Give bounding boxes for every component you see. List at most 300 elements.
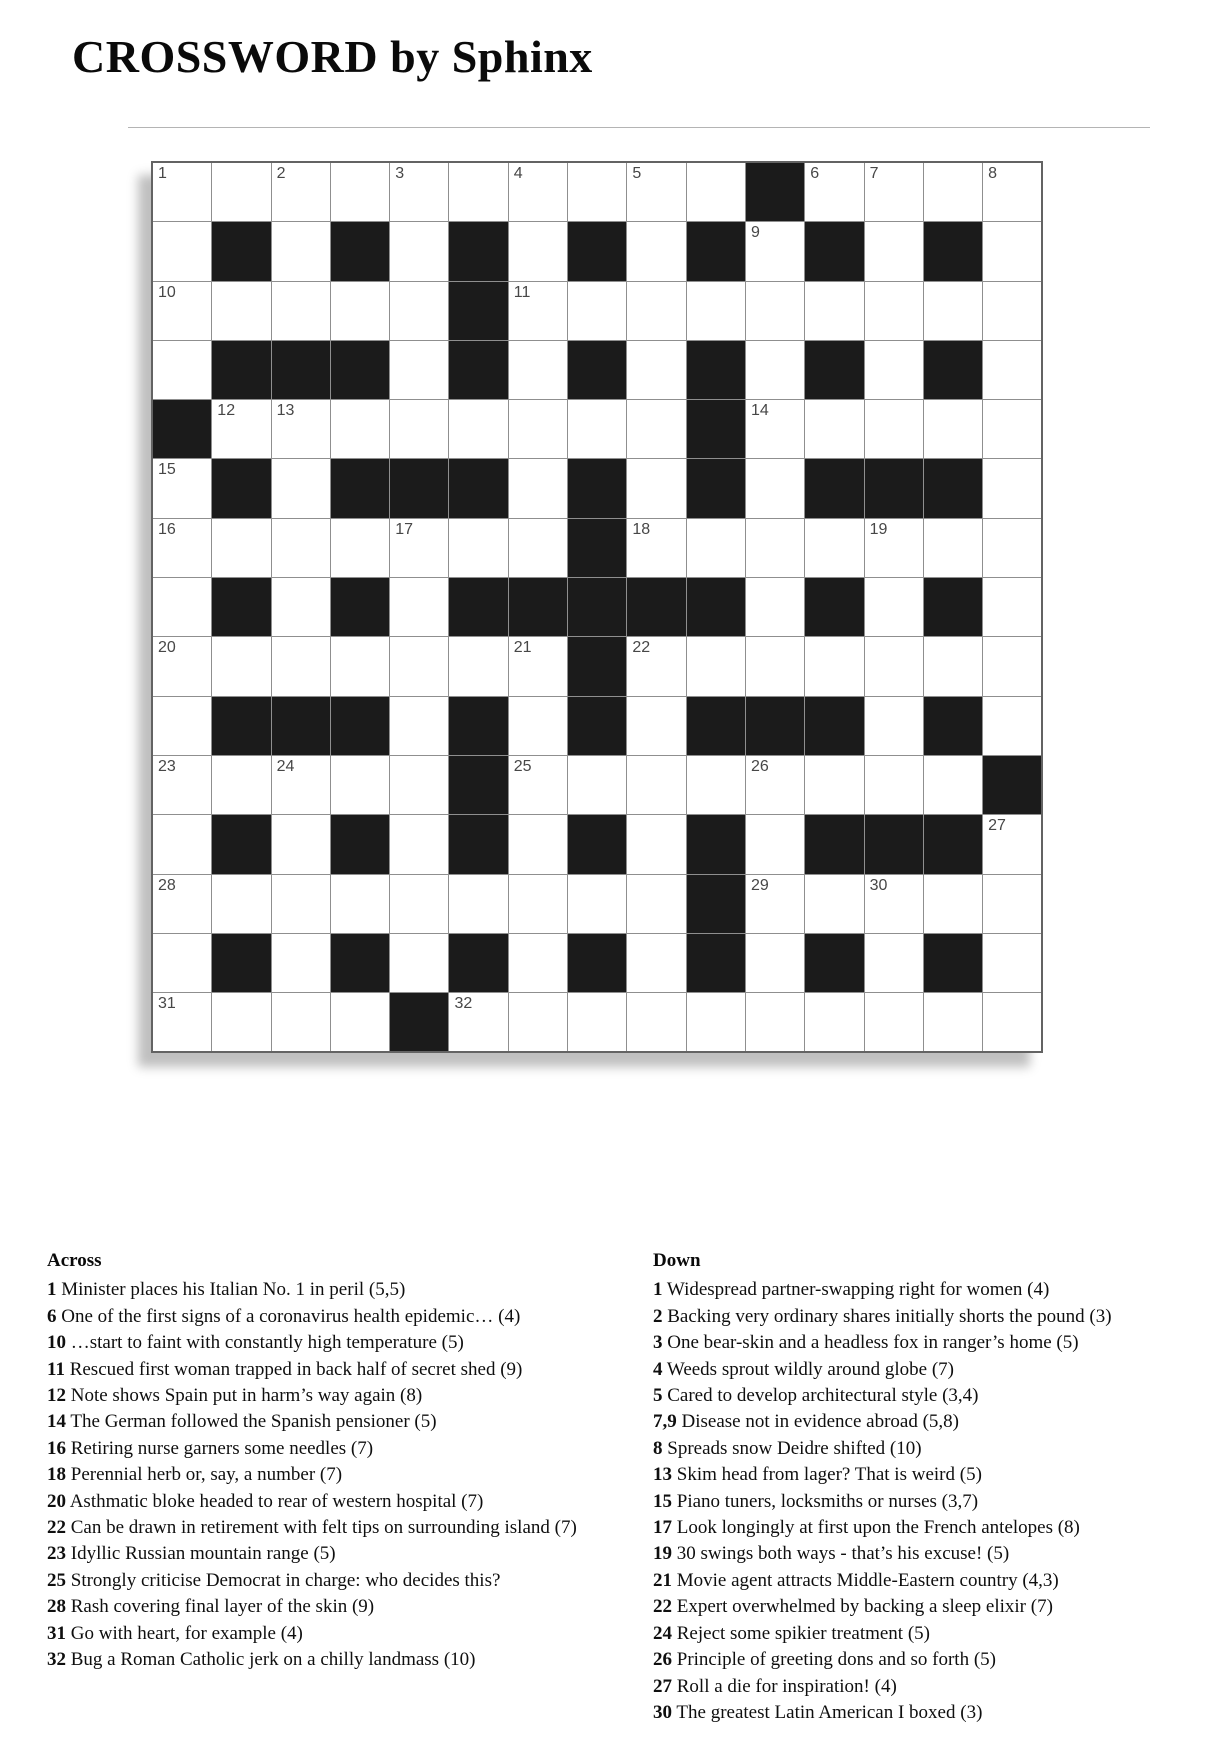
clue-number: 1 <box>653 1279 663 1301</box>
grid-cell-white[interactable] <box>331 282 389 340</box>
grid-cell-white[interactable] <box>153 934 211 992</box>
grid-cell-white[interactable] <box>865 282 923 340</box>
grid-cell-white[interactable] <box>924 282 982 340</box>
grid-cell-black <box>687 459 745 517</box>
clue-down-26: 26 Principle of greeting dons and so forth (5) <box>653 1649 996 1671</box>
grid-cell-white[interactable] <box>746 875 804 933</box>
grid-cell-black <box>331 934 389 992</box>
grid-cell-white[interactable] <box>153 282 211 340</box>
clue-number: 15 <box>653 1490 672 1512</box>
grid-cell-white[interactable] <box>865 756 923 814</box>
grid-cell-white[interactable] <box>390 815 448 873</box>
clue-across-32: 32 Bug a Roman Catholic jerk on a chilly landmass (10) <box>47 1649 476 1671</box>
grid-cell-white[interactable] <box>805 875 863 933</box>
grid-cell-black <box>746 697 804 755</box>
grid-cell-white[interactable] <box>153 637 211 695</box>
grid-cell-white[interactable] <box>153 341 211 399</box>
grid-cell-white[interactable] <box>568 875 626 933</box>
grid-cell-black <box>331 459 389 517</box>
grid-cell-white[interactable] <box>627 341 685 399</box>
grid-cell-white[interactable] <box>865 993 923 1051</box>
clue-down-3: 3 One bear-skin and a headless fox in ranger’s home (5) <box>653 1332 1079 1354</box>
grid-cell-black <box>924 934 982 992</box>
clue-number: 28 <box>47 1596 66 1618</box>
grid-cell-white[interactable] <box>687 519 745 577</box>
grid-cell-white[interactable] <box>272 222 330 280</box>
clue-number: 6 <box>47 1305 57 1327</box>
grid-cell-white[interactable] <box>746 282 804 340</box>
clue-down-17: 17 Look longingly at first upon the French antelopes (8) <box>653 1517 1080 1539</box>
cell-number: 22 <box>632 639 651 657</box>
clue-number: 4 <box>653 1358 663 1380</box>
grid-cell-white[interactable] <box>272 400 330 458</box>
grid-cell-black <box>568 637 626 695</box>
grid-cell-white[interactable] <box>865 934 923 992</box>
grid-cell-white[interactable] <box>568 993 626 1051</box>
grid-cell-black <box>983 756 1041 814</box>
grid-cell-black <box>687 400 745 458</box>
clue-across-12: 12 Note shows Spain put in harm’s way again (8) <box>47 1385 423 1407</box>
grid-cell-white[interactable] <box>390 637 448 695</box>
clue-down-15: 15 Piano tuners, locksmiths or nurses (3,7) <box>653 1490 979 1512</box>
cell-number: 29 <box>750 876 769 894</box>
grid-cell-white[interactable] <box>865 163 923 221</box>
grid-cell-white[interactable] <box>509 934 567 992</box>
grid-cell-white[interactable] <box>390 163 448 221</box>
grid-cell-white[interactable] <box>153 222 211 280</box>
grid-cell-black <box>212 222 270 280</box>
clue-down-13: 13 Skim head from lager? That is weird (5) <box>653 1464 982 1486</box>
grid-cell-white[interactable] <box>865 697 923 755</box>
grid-cell-white[interactable] <box>746 815 804 873</box>
grid-cell-white[interactable] <box>627 637 685 695</box>
grid-cell-white[interactable] <box>983 282 1041 340</box>
grid-cell-black <box>568 697 626 755</box>
grid-cell-white[interactable] <box>449 875 507 933</box>
grid-cell-white[interactable] <box>390 282 448 340</box>
clue-across-16: 16 Retiring nurse garners some needles (7) <box>47 1437 374 1459</box>
grid-cell-black <box>212 934 270 992</box>
clue-down-1: 1 Widespread partner-swapping right for women (4) <box>653 1279 1050 1301</box>
grid-cell-white[interactable] <box>509 875 567 933</box>
grid-cell-white[interactable] <box>153 756 211 814</box>
grid-cell-white[interactable] <box>746 459 804 517</box>
grid-cell-black <box>153 400 211 458</box>
grid-cell-black <box>509 578 567 636</box>
grid-cell-black <box>687 815 745 873</box>
cell-number: 4 <box>513 165 523 182</box>
grid-cell-black <box>331 697 389 755</box>
grid-cell-white[interactable] <box>627 815 685 873</box>
grid-cell-black <box>449 282 507 340</box>
grid-cell-white[interactable] <box>746 578 804 636</box>
grid-cell-black <box>568 459 626 517</box>
grid-cell-black <box>390 459 448 517</box>
grid-cell-white[interactable] <box>509 519 567 577</box>
clue-across-18: 18 Perennial herb or, say, a number (7) <box>47 1464 343 1486</box>
grid-cell-white[interactable] <box>805 756 863 814</box>
grid-cell-white[interactable] <box>746 993 804 1051</box>
grid-cell-white[interactable] <box>568 400 626 458</box>
grid-cell-white[interactable] <box>509 815 567 873</box>
grid-cell-white[interactable] <box>805 400 863 458</box>
grid-cell-black <box>568 934 626 992</box>
cell-number: 14 <box>750 402 769 420</box>
grid-cell-white[interactable] <box>272 459 330 517</box>
grid-cell-white[interactable] <box>746 934 804 992</box>
clue-across-28: 28 Rash covering final layer of the skin (9) <box>47 1596 375 1618</box>
grid-cell-black <box>212 341 270 399</box>
cell-number: 10 <box>158 283 176 301</box>
grid-cell-white[interactable] <box>153 519 211 577</box>
clue-down-22: 22 Expert overwhelmed by backing a sleep elixir (7) <box>653 1596 1053 1618</box>
down-clues-section <box>653 1248 1206 1726</box>
clue-down-21: 21 Movie agent attracts Middle-Eastern country (4,3) <box>653 1569 1059 1591</box>
grid-cell-white[interactable] <box>272 756 330 814</box>
grid-cell-white[interactable] <box>687 637 745 695</box>
grid-cell-black <box>687 875 745 933</box>
grid-cell-white[interactable] <box>212 519 270 577</box>
grid-cell-black <box>449 934 507 992</box>
cell-number: 12 <box>217 402 236 420</box>
grid-cell-white[interactable] <box>805 993 863 1051</box>
grid-cell-white[interactable] <box>805 519 863 577</box>
grid-cell-black <box>331 815 389 873</box>
grid-cell-white[interactable] <box>746 341 804 399</box>
clue-number: 32 <box>47 1649 66 1671</box>
cell-number: 17 <box>395 520 413 538</box>
grid-cell-white[interactable] <box>983 400 1041 458</box>
cell-number: 21 <box>513 639 532 657</box>
cell-number: 19 <box>869 520 888 538</box>
clue-across-6: 6 One of the first signs of a coronavirus health epidemic… (4) <box>47 1305 521 1327</box>
grid-cell-white[interactable] <box>509 756 567 814</box>
grid-cell-white[interactable] <box>212 282 270 340</box>
grid-cell-white[interactable] <box>153 875 211 933</box>
grid-cell-white[interactable] <box>924 637 982 695</box>
grid-cell-black <box>449 756 507 814</box>
grid-cell-white[interactable] <box>627 756 685 814</box>
grid-cell-white[interactable] <box>449 163 507 221</box>
clue-across-10: 10 …start to faint with constantly high temperature (5) <box>47 1332 464 1354</box>
cell-number: 16 <box>158 520 176 538</box>
clue-across-31: 31 Go with heart, for example (4) <box>47 1622 303 1644</box>
grid-cell-white[interactable] <box>865 400 923 458</box>
cell-number: 11 <box>513 283 531 301</box>
grid-cell-white[interactable] <box>272 993 330 1051</box>
grid-cell-black <box>331 341 389 399</box>
clue-number: 13 <box>653 1464 672 1486</box>
grid-cell-white[interactable] <box>212 400 270 458</box>
grid-cell-white[interactable] <box>272 875 330 933</box>
grid-cell-white[interactable] <box>331 400 389 458</box>
grid-cell-white[interactable] <box>509 282 567 340</box>
grid-cell-white[interactable] <box>805 163 863 221</box>
grid-cell-white[interactable] <box>153 815 211 873</box>
grid-cell-white[interactable] <box>805 637 863 695</box>
clue-number: 16 <box>47 1437 66 1459</box>
grid-cell-black <box>331 578 389 636</box>
grid-cell-white[interactable] <box>509 341 567 399</box>
grid-cell-black <box>805 578 863 636</box>
grid-cell-white[interactable] <box>272 578 330 636</box>
grid-cell-black <box>568 341 626 399</box>
grid-cell-black <box>449 459 507 517</box>
grid-cell-black <box>449 578 507 636</box>
cell-number: 7 <box>869 165 879 182</box>
grid-cell-black <box>924 341 982 399</box>
grid-cell-white[interactable] <box>212 637 270 695</box>
grid-cell-white[interactable] <box>331 637 389 695</box>
grid-cell-black <box>449 697 507 755</box>
grid-cell-white[interactable] <box>390 400 448 458</box>
grid-cell-black <box>924 697 982 755</box>
grid-cell-white[interactable] <box>983 519 1041 577</box>
grid-cell-white[interactable] <box>983 341 1041 399</box>
grid-cell-white[interactable] <box>212 993 270 1051</box>
page-title: CROSSWORD by Sphinx <box>72 31 593 82</box>
grid-cell-white[interactable] <box>865 519 923 577</box>
grid-cell-white[interactable] <box>983 993 1041 1051</box>
grid-cell-white[interactable] <box>390 519 448 577</box>
grid-cell-white[interactable] <box>390 222 448 280</box>
clue-number: 17 <box>653 1517 672 1539</box>
grid-cell-white[interactable] <box>627 400 685 458</box>
across-clue-list <box>47 1277 607 1673</box>
cell-number: 31 <box>158 995 176 1013</box>
grid-cell-white[interactable] <box>509 459 567 517</box>
grid-cell-white[interactable] <box>153 163 211 221</box>
grid-cell-white[interactable] <box>627 163 685 221</box>
grid-cell-white[interactable] <box>331 163 389 221</box>
grid-cell-white[interactable] <box>509 993 567 1051</box>
grid-cell-white[interactable] <box>153 459 211 517</box>
clue-number: 10 <box>47 1332 66 1354</box>
grid-cell-white[interactable] <box>390 578 448 636</box>
grid-cell-white[interactable] <box>272 637 330 695</box>
grid-cell-white[interactable] <box>746 400 804 458</box>
grid-cell-white[interactable] <box>272 815 330 873</box>
grid-cell-white[interactable] <box>924 163 982 221</box>
clue-number: 5 <box>653 1385 663 1407</box>
clue-number: 23 <box>47 1543 66 1565</box>
grid-cell-white[interactable] <box>627 875 685 933</box>
grid-cell-black <box>449 815 507 873</box>
grid-cell-white[interactable] <box>687 163 745 221</box>
clue-across-25: 25 Strongly criticise Democrat in charge: who decides this? <box>47 1569 501 1591</box>
grid-cell-black <box>687 341 745 399</box>
title-divider <box>128 127 1150 128</box>
grid-cell-white[interactable] <box>983 637 1041 695</box>
clue-across-11: 11 Rescued first woman trapped in back half of secret shed (9) <box>47 1358 523 1380</box>
grid-cell-white[interactable] <box>746 637 804 695</box>
grid-cell-white[interactable] <box>746 222 804 280</box>
across-header: Across <box>47 1250 102 1271</box>
grid-cell-white[interactable] <box>509 697 567 755</box>
grid-cell-white[interactable] <box>924 519 982 577</box>
grid-cell-white[interactable] <box>212 875 270 933</box>
grid-cell-white[interactable] <box>390 697 448 755</box>
cell-number: 30 <box>869 876 888 894</box>
cell-number: 27 <box>988 817 1006 835</box>
grid-cell-black <box>805 222 863 280</box>
grid-cell-white[interactable] <box>627 993 685 1051</box>
grid-cell-white[interactable] <box>865 637 923 695</box>
grid-cell-white[interactable] <box>805 282 863 340</box>
clue-down-2: 2 Backing very ordinary shares initially shorts the pound (3) <box>653 1305 1112 1327</box>
clue-number: 18 <box>47 1464 66 1486</box>
grid-cell-white[interactable] <box>627 934 685 992</box>
grid-cell-black <box>449 341 507 399</box>
cell-number: 26 <box>750 757 769 775</box>
cell-number: 24 <box>276 757 295 775</box>
grid-cell-white[interactable] <box>272 282 330 340</box>
grid-cell-white[interactable] <box>568 282 626 340</box>
clue-number: 22 <box>47 1517 66 1539</box>
grid-cell-white[interactable] <box>509 637 567 695</box>
grid-cell-white[interactable] <box>627 282 685 340</box>
cell-number: 25 <box>513 757 532 775</box>
grid-cell-black <box>924 578 982 636</box>
clue-number: 25 <box>47 1569 66 1591</box>
grid-cell-white[interactable] <box>509 400 567 458</box>
grid-cell-black <box>687 578 745 636</box>
cell-number: 13 <box>276 402 295 420</box>
grid-cell-black <box>272 697 330 755</box>
grid-cell-white[interactable] <box>390 875 448 933</box>
grid-cell-white[interactable] <box>390 341 448 399</box>
grid-cell-white[interactable] <box>687 756 745 814</box>
grid-cell-white[interactable] <box>331 875 389 933</box>
grid-cell-white[interactable] <box>865 222 923 280</box>
grid-cell-white[interactable] <box>212 163 270 221</box>
grid-cell-white[interactable] <box>983 875 1041 933</box>
cell-number: 32 <box>454 995 473 1013</box>
grid-cell-white[interactable] <box>390 934 448 992</box>
grid-cell-white[interactable] <box>924 875 982 933</box>
clue-number: 2 <box>653 1305 663 1327</box>
grid-cell-white[interactable] <box>272 519 330 577</box>
grid-cell-white[interactable] <box>865 875 923 933</box>
grid-cell-white[interactable] <box>924 993 982 1051</box>
grid-cell-white[interactable] <box>983 222 1041 280</box>
grid-cell-white[interactable] <box>212 756 270 814</box>
cell-number: 18 <box>632 520 651 538</box>
clue-number: 1 <box>47 1279 57 1301</box>
cell-number: 2 <box>276 165 286 182</box>
grid-cell-white[interactable] <box>924 756 982 814</box>
cell-number: 15 <box>158 461 176 479</box>
grid-cell-white[interactable] <box>924 400 982 458</box>
grid-cell-white[interactable] <box>390 756 448 814</box>
clue-across-20: 20 Asthmatic bloke headed to rear of western hospital (7) <box>47 1490 484 1512</box>
grid-cell-white[interactable] <box>746 756 804 814</box>
grid-cell-white[interactable] <box>746 519 804 577</box>
down-clue-list <box>653 1277 1206 1726</box>
grid-cell-white[interactable] <box>983 459 1041 517</box>
grid-cell-black <box>568 815 626 873</box>
grid-cell-black <box>212 578 270 636</box>
grid-cell-white[interactable] <box>865 341 923 399</box>
grid-cell-white[interactable] <box>627 697 685 755</box>
clue-number: 8 <box>653 1437 663 1459</box>
grid-cell-white[interactable] <box>568 756 626 814</box>
grid-cell-white[interactable] <box>449 519 507 577</box>
grid-cell-black <box>390 993 448 1051</box>
grid-cell-black <box>865 459 923 517</box>
grid-cell-black <box>212 459 270 517</box>
cell-number: 9 <box>750 224 760 242</box>
grid-cell-black <box>687 222 745 280</box>
grid-cell-white[interactable] <box>331 519 389 577</box>
grid-cell-white[interactable] <box>627 459 685 517</box>
cell-number: 28 <box>158 876 176 894</box>
clue-across-22: 22 Can be drawn in retirement with felt tips on surrounding island (7) <box>47 1517 577 1539</box>
grid-cell-black <box>568 222 626 280</box>
clue-number: 19 <box>653 1543 672 1565</box>
grid-cell-white[interactable] <box>983 697 1041 755</box>
grid-cell-black <box>865 815 923 873</box>
grid-cell-white[interactable] <box>449 637 507 695</box>
grid-cell-white[interactable] <box>687 993 745 1051</box>
clue-down-30: 30 The greatest Latin American I boxed (3) <box>653 1701 983 1723</box>
cell-number: 3 <box>395 165 405 182</box>
clue-number: 21 <box>653 1569 672 1591</box>
grid-cell-white[interactable] <box>449 400 507 458</box>
grid-cell-black <box>805 459 863 517</box>
clue-number: 24 <box>653 1622 672 1644</box>
grid-cell-white[interactable] <box>568 163 626 221</box>
clue-across-14: 14 The German followed the Spanish pensioner (5) <box>47 1411 437 1433</box>
cell-number: 23 <box>158 757 176 775</box>
grid-cell-white[interactable] <box>272 163 330 221</box>
clue-number: 31 <box>47 1622 66 1644</box>
cell-number: 6 <box>810 165 820 182</box>
grid-cell-white[interactable] <box>983 934 1041 992</box>
grid-cell-black <box>746 163 804 221</box>
grid-cell-white[interactable] <box>865 578 923 636</box>
clue-number: 22 <box>653 1596 672 1618</box>
clue-across-23: 23 Idyllic Russian mountain range (5) <box>47 1543 336 1565</box>
clue-number: 26 <box>653 1649 672 1671</box>
grid-cell-black <box>331 222 389 280</box>
grid-cell-white[interactable] <box>687 282 745 340</box>
crossword-grid <box>153 163 1041 1051</box>
clue-number: 11 <box>47 1358 65 1380</box>
grid-cell-white[interactable] <box>153 993 211 1051</box>
grid-cell-white[interactable] <box>983 578 1041 636</box>
grid-cell-white[interactable] <box>331 756 389 814</box>
grid-cell-white[interactable] <box>509 222 567 280</box>
grid-cell-white[interactable] <box>983 163 1041 221</box>
crossword-grid-frame <box>151 161 1043 1053</box>
clue-number: 7,9 <box>653 1411 677 1433</box>
grid-cell-white[interactable] <box>627 519 685 577</box>
grid-cell-white[interactable] <box>272 934 330 992</box>
grid-cell-white[interactable] <box>627 222 685 280</box>
clue-across-1: 1 Minister places his Italian No. 1 in peril (5,5) <box>47 1279 406 1301</box>
grid-cell-white[interactable] <box>509 163 567 221</box>
across-clues-section <box>47 1248 607 1674</box>
clue-down-8: 8 Spreads snow Deidre shifted (10) <box>653 1437 922 1459</box>
down-header: Down <box>653 1250 701 1271</box>
clue-number: 12 <box>47 1385 66 1407</box>
grid-cell-white[interactable] <box>449 993 507 1051</box>
grid-cell-white[interactable] <box>153 697 211 755</box>
grid-cell-white[interactable] <box>983 815 1041 873</box>
grid-cell-white[interactable] <box>331 993 389 1051</box>
grid-cell-white[interactable] <box>153 578 211 636</box>
